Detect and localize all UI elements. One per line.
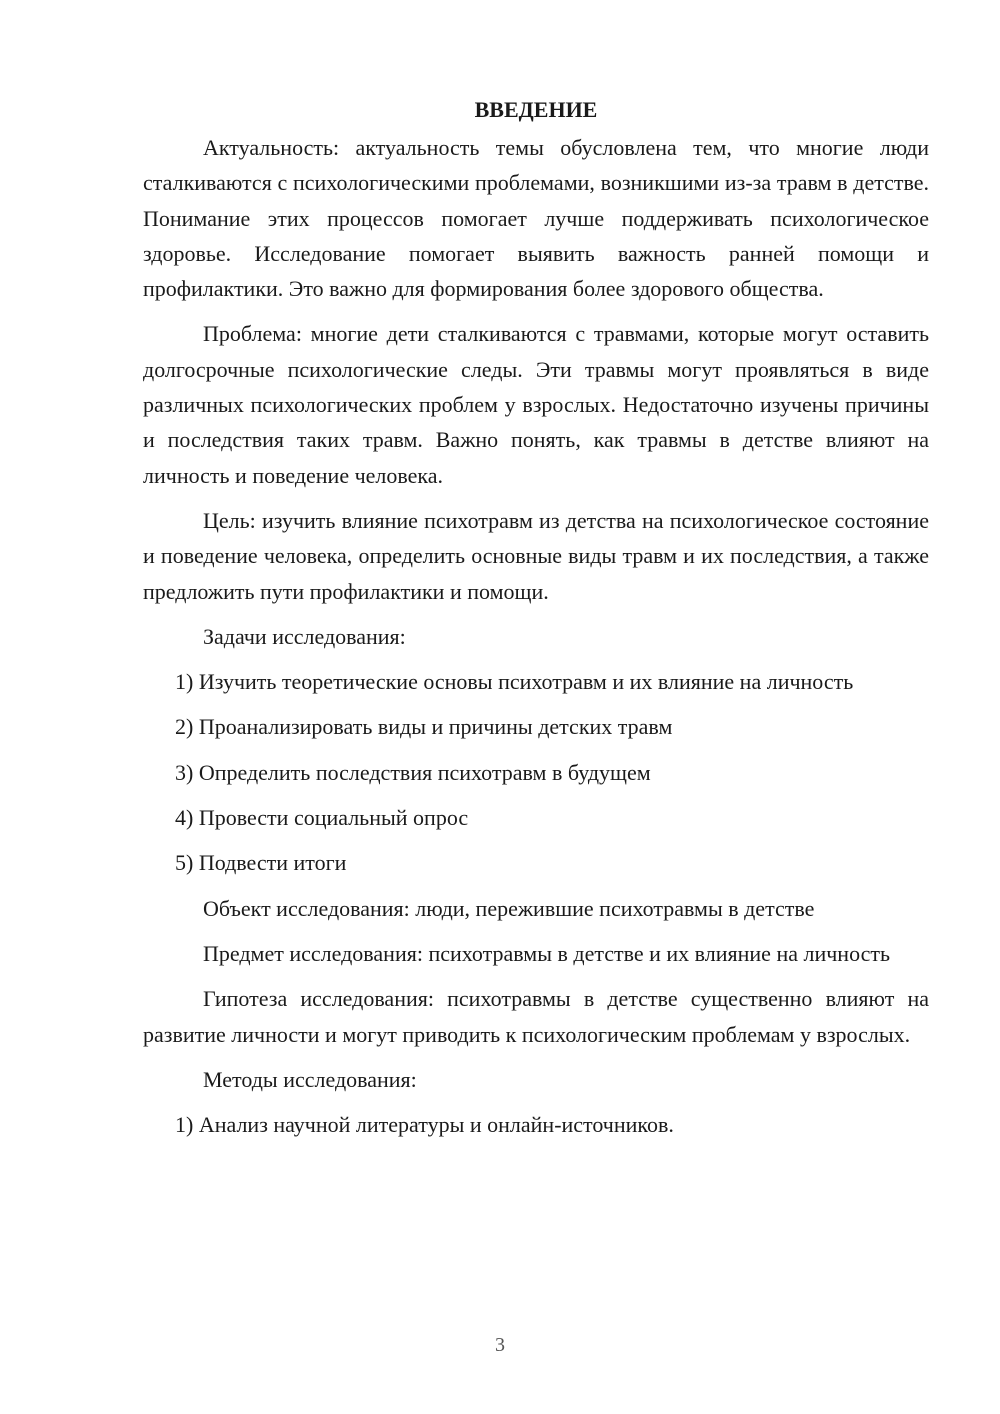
paragraph-goal: Цель: изучить влияние психотравм из детства на психологическое состояние и поведение человека, определить основные виды травм и их последствия, а также предложить пути профилактики и помощи. xyxy=(143,507,929,604)
list-item-method-1: 1) Анализ научной литературы и онлайн-источников. xyxy=(175,1112,674,1138)
list-item-task-4: 4) Провести социальный опрос xyxy=(175,805,469,831)
methods-title: Методы исследования: xyxy=(203,1066,417,1092)
paragraph-relevance: Актуальность: актуальность темы обусловлена тем, что многие люди сталкиваются с психологическими проблемами, возникшими из-за травм в детстве. Понимание этих процессов помогает лучше поддерживать психологическое здоровье. Исследование помогает выявить важность ранней помощи и профилактики. Это важно для формирования более здорового общества. xyxy=(143,135,929,302)
paragraph-hypothesis: Гипотеза исследования: психотравмы в детстве существенно влияют на развитие личности и могут приводить к психологическим проблемам у взрослых. xyxy=(143,986,929,1047)
list-item-task-1: 1) Изучить теоретические основы психотравм и их влияние на личность xyxy=(175,669,854,695)
tasks-title: Задачи исследования: xyxy=(203,623,406,649)
paragraph-problem: Проблема: многие дети сталкиваются с травмами, которые могут оставить долгосрочные психологические следы. Эти травмы могут проявляться в виде различных психологических проблем у взрослых. Недостаточно изучены причины и последствия таких травм. Важно понять, как травмы в детстве влияют на личность и поведение человека. xyxy=(143,321,929,488)
paragraph-subject: Предмет исследования: психотравмы в детстве и их влияние на личность xyxy=(203,940,891,966)
document-page xyxy=(143,92,929,1152)
page-title: ВВЕДЕНИЕ xyxy=(474,97,598,122)
page-number: 3 xyxy=(495,1334,505,1356)
list-item-task-3: 3) Определить последствия психотравм в будущем xyxy=(175,759,651,785)
paragraph-object: Объект исследования: люди, пережившие психотравмы в детстве xyxy=(203,895,815,921)
list-item-task-2: 2) Проанализировать виды и причины детских травм xyxy=(175,714,673,740)
list-item-task-5: 5) Подвести итоги xyxy=(175,850,347,876)
